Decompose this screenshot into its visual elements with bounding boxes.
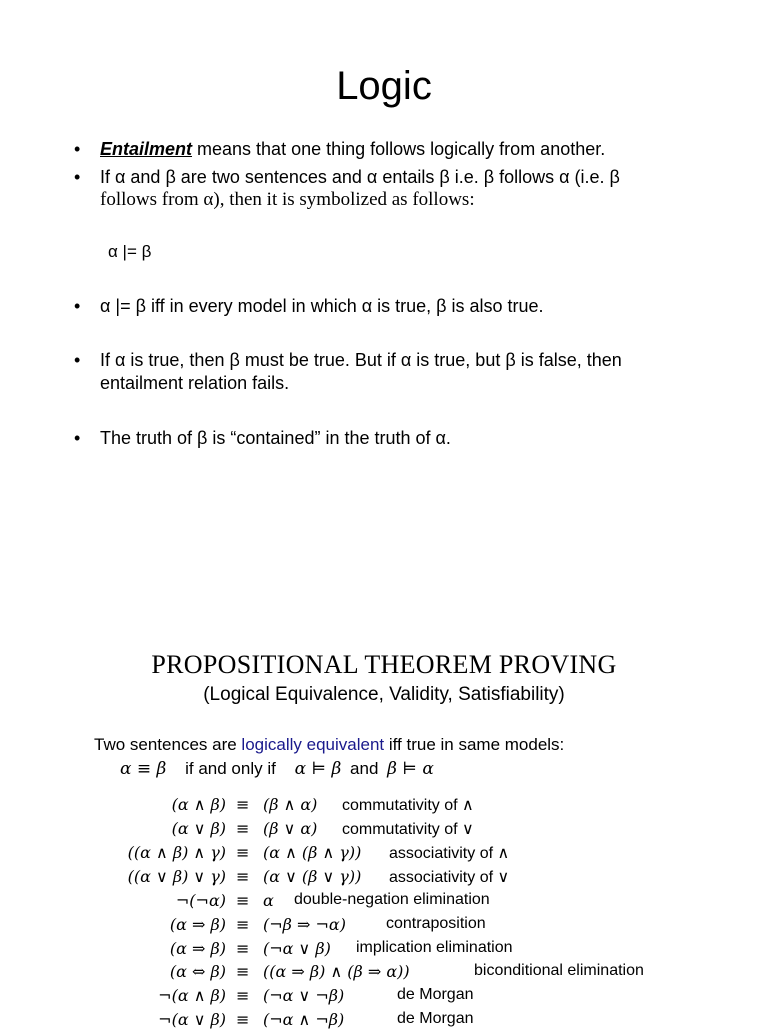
equivalence-law-name: commutativity of ∨ — [342, 821, 474, 838]
equivalence-row — [0, 891, 768, 915]
definition-rhs-2: β ⊨ α — [387, 759, 434, 779]
entailment-formula: α |= β — [108, 242, 152, 261]
bullet-line-2: follows from α), then it is symbolized as follows: — [100, 189, 475, 210]
equivalence-rhs: (¬α ∨ ¬β) — [263, 986, 345, 1005]
bullet-text: The truth of β is “contained” in the truth of α. — [100, 428, 451, 448]
equivalence-rhs: (¬α ∨ β) — [263, 939, 331, 958]
bullet-dot: • — [74, 296, 81, 316]
entailment-definition: means that one thing follows logically from another. — [192, 139, 606, 159]
equivalence-law-name: de Morgan — [397, 1010, 474, 1027]
equivalence-row — [0, 795, 768, 819]
equivalence-lhs: (α ⇒ β) — [169, 939, 226, 958]
equivalence-rhs: (¬β ⇒ ¬α) — [263, 915, 346, 934]
equivalence-symbol: ≡ — [236, 1010, 250, 1029]
equivalence-lhs: ((α ∨ β) ∨ γ) — [127, 867, 226, 886]
equivalence-symbol: ≡ — [236, 795, 250, 814]
equivalence-lhs: (α ⇒ β) — [169, 915, 226, 934]
equivalence-row — [0, 819, 768, 843]
equivalence-symbol: ≡ — [236, 962, 250, 981]
equivalence-row — [0, 962, 768, 986]
bullet-text: α |= β iff in every model in which α is true, β is also true. — [100, 296, 544, 316]
equivalence-row — [0, 915, 768, 939]
equivalence-lhs: (α ∨ β) — [171, 819, 226, 838]
equivalence-row — [0, 986, 768, 1010]
bullet-dot: • — [74, 428, 81, 448]
equivalence-rhs: (α ∧ (β ∧ γ)) — [263, 843, 362, 862]
section-subtitle: (Logical Equivalence, Validity, Satisfiability) — [203, 684, 565, 705]
bullet-dot: • — [74, 139, 81, 159]
slide-title: Logic — [336, 64, 432, 108]
equivalence-rhs: ((α ⇒ β) ∧ (β ⇒ α)) — [263, 962, 410, 981]
equivalence-row — [0, 939, 768, 963]
equivalence-rhs: (α ∨ (β ∨ γ)) — [263, 867, 362, 886]
equivalence-symbol: ≡ — [236, 915, 250, 934]
equivalence-law-name: biconditional elimination — [474, 962, 644, 979]
equivalence-lhs: ¬(¬α) — [175, 891, 226, 910]
bullet-text — [100, 138, 605, 161]
bullet-line-1: If α and β are two sentences and α entails β i.e. β follows α (i.e. β — [100, 167, 620, 187]
intro-suffix: iff true in same models: — [384, 735, 565, 754]
equivalence-row — [0, 1010, 768, 1034]
equivalence-law-name: implication elimination — [356, 939, 513, 956]
equivalence-symbol: ≡ — [236, 843, 250, 862]
equivalence-symbol: ≡ — [236, 819, 250, 838]
definition-and: and — [350, 759, 379, 778]
definition-rhs-1: α ⊨ β — [294, 759, 342, 779]
logically-equivalent-term: logically equivalent — [241, 735, 385, 754]
equivalence-lhs: ¬(α ∨ β) — [158, 1010, 226, 1029]
equivalence-symbol: ≡ — [236, 939, 250, 958]
equivalence-law-name: double-negation elimination — [294, 891, 490, 908]
equivalence-row — [0, 867, 768, 891]
equivalence-law-name: commutativity of ∧ — [342, 797, 474, 814]
equivalence-law-name: de Morgan — [397, 986, 474, 1003]
equivalence-law-name: associativity of ∧ — [389, 845, 510, 862]
equivalence-rhs: (¬α ∧ ¬β) — [263, 1010, 345, 1029]
equivalence-symbol: ≡ — [236, 891, 250, 910]
intro-prefix: Two sentences are — [94, 735, 242, 754]
equivalence-symbol: ≡ — [236, 986, 250, 1005]
bullet-line-2: entailment relation fails. — [100, 373, 290, 393]
equivalence-rhs: (β ∧ α) — [263, 795, 318, 814]
section-title: PROPOSITIONAL THEOREM PROVING — [151, 650, 617, 679]
bullet-dot: • — [74, 167, 81, 187]
entailment-term: Entailment — [100, 139, 193, 159]
equivalence-lhs: ((α ∧ β) ∧ γ) — [127, 843, 226, 862]
equivalence-intro — [94, 735, 564, 755]
equivalence-lhs: ¬(α ∧ β) — [158, 986, 226, 1005]
equivalence-rhs: α — [263, 891, 274, 910]
equivalence-row — [0, 843, 768, 867]
definition-mid: if and only if — [185, 759, 276, 778]
equivalence-definition — [120, 759, 434, 779]
bullet-line-1: If α is true, then β must be true. But if α is true, but β is false, then — [100, 350, 622, 370]
equivalence-lhs: (α ∧ β) — [171, 795, 226, 814]
equivalence-symbol: ≡ — [236, 867, 250, 886]
definition-lhs: α ≡ β — [120, 759, 167, 779]
equivalence-law-name: associativity of ∨ — [389, 869, 510, 886]
equivalence-lhs: (α ⇔ β) — [169, 962, 226, 981]
equivalence-rhs: (β ∨ α) — [263, 819, 318, 838]
bullet-dot: • — [74, 350, 81, 370]
equivalence-law-name: contraposition — [386, 915, 486, 932]
